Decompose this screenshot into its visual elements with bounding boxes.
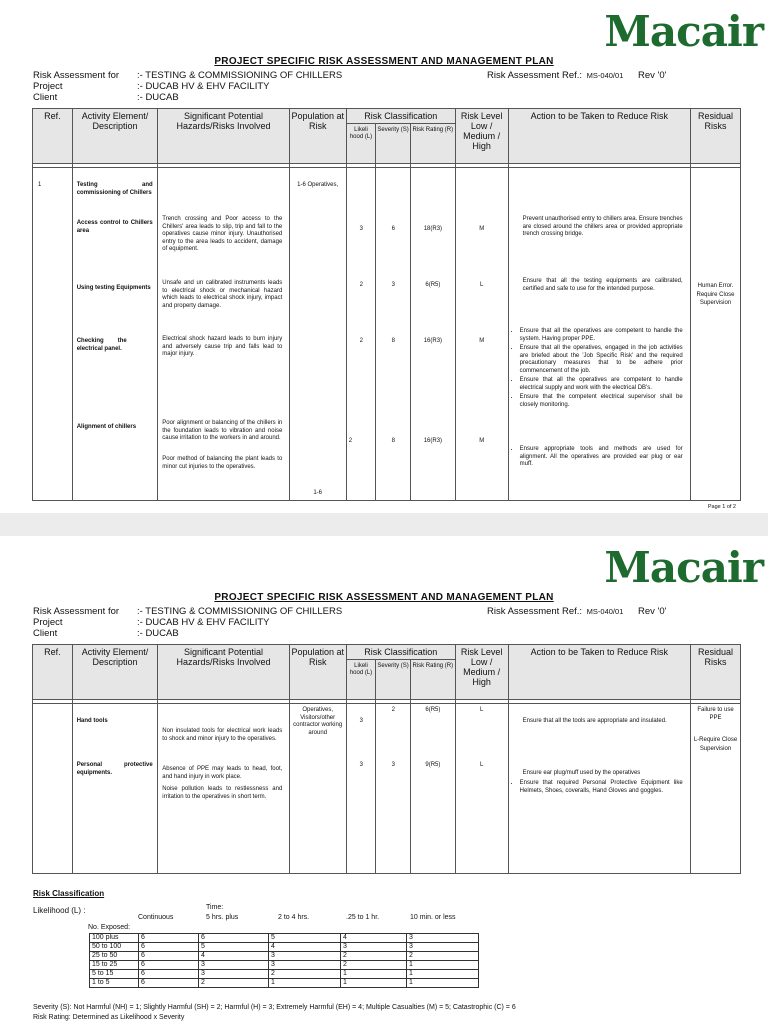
matrix-value-cell: 3: [199, 961, 269, 970]
header-ref: Ref.: [33, 109, 73, 164]
action-panel-item: • Ensure that all the operatives are competent to handle the system. Having proper PPE.: [520, 328, 683, 343]
activity-alignment: Alignment of chillers: [76, 424, 137, 430]
matrix-value-cell: 6: [139, 943, 199, 952]
likelihood-access: 3: [359, 226, 363, 232]
document-meta: [33, 70, 493, 103]
severity-access: 6: [391, 226, 395, 232]
header-hazards: Significant Potential Hazards/Risks Involved: [158, 645, 289, 700]
risk-rating-definition: Risk Rating: Determined as Likelihood x Severity: [33, 1014, 185, 1021]
level-alignment: M: [479, 438, 485, 444]
activity-hand-tools: Hand tools: [76, 718, 108, 724]
rev-label: Rev '0': [638, 70, 667, 81]
no-exposed-label: No. Exposed:: [88, 924, 131, 931]
col-head: Continuous: [138, 914, 174, 921]
project-label: Project: [33, 81, 63, 92]
col-head: .25 to 1 hr.: [346, 914, 380, 921]
rating-panel: 16(R3): [423, 338, 443, 344]
assessment-for-label: Risk Assessment for: [33, 606, 120, 617]
matrix-exposed-cell: 15 to 25: [90, 961, 139, 970]
client-label: Client: [33, 92, 58, 103]
client-value: :- DUCAB: [137, 92, 179, 103]
rating-testing: 6(R5): [425, 282, 441, 288]
activity-electrical-panel: Checking the electrical panel.: [76, 338, 127, 352]
matrix-exposed-cell: 5 to 15: [90, 970, 139, 979]
header-population: Population at Risk: [289, 645, 346, 700]
level-testing: L: [480, 282, 484, 288]
ref-value: MS-040/01: [586, 607, 624, 616]
header-ref: Ref.: [33, 645, 73, 700]
matrix-value-cell: 3: [341, 943, 407, 952]
hazard-alignment-2: Poor method of balancing the plant leads to minor cut injuries to the operatives.: [162, 456, 283, 470]
matrix-exposed-cell: 100 plus: [90, 934, 139, 943]
likelihood-testing: 2: [359, 282, 363, 288]
hazard-testing-equipments: Unsafe and un calibrated instruments leads to electrical shock or mechanical hazard which leads to electrical shock injury, impact and property damage.: [162, 280, 283, 309]
residual-risk-b: L-Require Close Supervision: [693, 737, 738, 752]
project-label: Project: [33, 617, 63, 628]
matrix-row: [90, 979, 479, 988]
matrix-value-cell: 2: [407, 952, 479, 961]
matrix-value-cell: 6: [139, 952, 199, 961]
matrix-value-cell: 2: [341, 961, 407, 970]
client-value: :- DUCAB: [137, 628, 179, 639]
matrix-row: [90, 961, 479, 970]
matrix-exposed-cell: 1 to 5: [90, 979, 139, 988]
likelihood-label: Likelihood (L) :: [33, 906, 86, 915]
action-panel-item: • Ensure that all the operatives, engaged in the job activities are briefed about the 'Job Specific Risk' and the required precautionary measures that to be adhere prior commencement of the job.: [520, 345, 683, 375]
client-label: Client: [33, 628, 58, 639]
matrix-value-cell: 2: [269, 970, 341, 979]
assessment-for-label: Risk Assessment for: [33, 70, 120, 81]
matrix-value-cell: 1: [407, 979, 479, 988]
level-panel: M: [479, 338, 485, 344]
header-activity: Activity Element/ Description: [72, 109, 158, 164]
severity-definition: Severity (S): Not Harmful (NH) = 1; Slightly Harmful (SH) = 2; Harmful (H) = 3; Extremely Harmful (EH) = 4; Multiple Casualties (M) = 5; Catastrophic (C) = 6: [33, 1004, 516, 1011]
matrix-exposed-cell: 50 to 100: [90, 943, 139, 952]
macair-logo: Macair: [604, 7, 763, 56]
rating-ppe: 9(R5): [425, 762, 441, 768]
action-alignment-item: • Ensure appropriate tools and methods are used for alignment. All the operatives are provided ear plug or ear muff.: [520, 446, 683, 469]
matrix-value-cell: 6: [139, 970, 199, 979]
matrix-value-cell: 1: [407, 961, 479, 970]
hazard-alignment: Poor alignment or balancing of the chillers in the foundation leads to vibration and noise cause irritation to the workers in and around.: [162, 420, 283, 441]
matrix-value-cell: 2: [341, 952, 407, 961]
rev-label: Rev '0': [638, 606, 667, 617]
risk-table-page-2: [32, 644, 741, 874]
risk-table-page-1: [32, 108, 741, 501]
level-ppe: L: [480, 762, 484, 768]
matrix-value-cell: 6: [199, 934, 269, 943]
action-panel-item: • Ensure that the competent electrical supervisor shall be closely monitoring.: [520, 394, 683, 409]
time-label: Time:: [206, 904, 224, 911]
population-bottom: 1-6: [313, 490, 323, 496]
document-title: PROJECT SPECIFIC RISK ASSESSMENT AND MANAGEMENT PLAN: [214, 56, 554, 67]
matrix-value-cell: 5: [269, 934, 341, 943]
matrix-value-cell: 3: [199, 970, 269, 979]
col-head: 2 to 4 hrs.: [278, 914, 310, 921]
matrix-value-cell: 2: [199, 979, 269, 988]
col-head: 10 min. or less: [410, 914, 456, 921]
matrix-exposed-cell: 25 to 50: [90, 952, 139, 961]
matrix-value-cell: 3: [407, 934, 479, 943]
population-page-2: Operatives, Visitors/other contractor working around: [293, 707, 343, 736]
matrix-value-cell: 6: [139, 979, 199, 988]
header-hazards: Significant Potential Hazards/Risks Involved: [158, 109, 289, 164]
matrix-value-cell: 6: [139, 961, 199, 970]
header-severity: Severity (S): [376, 124, 411, 164]
severity-hand-tools: 2: [391, 707, 395, 713]
header-population: Population at Risk: [289, 109, 346, 164]
matrix-value-cell: 1: [269, 979, 341, 988]
matrix-row: [90, 934, 479, 943]
population-top: 1-6 Operatives,: [297, 182, 339, 188]
matrix-value-cell: 3: [269, 961, 341, 970]
project-value: :- DUCAB HV & EHV FACILITY: [137, 617, 270, 628]
matrix-value-cell: 4: [199, 952, 269, 961]
activity-testing-equipments: Using testing Equipments: [76, 285, 151, 291]
hazard-access-control: Trench crossing and Poor access to the Chillers' area leads to slip, trip and fall to the operatives cause minor injury. Unauthorised entry to the area leads to accident, damage of equipment.: [162, 216, 283, 252]
ref-label: Risk Assessment Ref.:: [487, 70, 583, 81]
action-ppe-list: [511, 780, 683, 797]
matrix-row: [90, 952, 479, 961]
rating-access: 18(R3): [423, 226, 443, 232]
activity-testing: Testing and commissioning of Chillers: [76, 182, 153, 196]
action-panel: [511, 328, 683, 411]
matrix-value-cell: 1: [407, 970, 479, 979]
action-ppe-item: • Ensure that required Personal Protective Equipment like Helmets, Shoes, coveralls, Hand Gloves and goggles.: [520, 780, 683, 795]
page-number: Page 1 of 2: [707, 504, 736, 510]
header-action: Action to be Taken to Reduce Risk: [508, 109, 690, 164]
header-risk-classification: Risk Classification: [346, 109, 455, 124]
macair-logo: Macair: [604, 543, 763, 592]
likelihood-hand-tools: 3: [359, 718, 363, 724]
activity-ppe: Personal protective equipments.: [76, 762, 153, 776]
action-access: Prevent unauthorised entry to chillers area. Ensure trenches are closed around the chillers area or provided appropriate trench crossing bridge.: [522, 216, 683, 237]
severity-ppe: 3: [391, 762, 395, 768]
matrix-value-cell: 4: [269, 943, 341, 952]
header-activity: Activity Element/ Description: [72, 645, 158, 700]
likelihood-alignment: 2: [348, 438, 353, 444]
hazard-hand-tools: Non insulated tools for electrical work leads to shock and minor injury to the operatives.: [162, 728, 283, 742]
hazard-ppe-2: Noise pollution leads to restlessness and irritation to the operatives in short term.: [162, 786, 283, 800]
likelihood-matrix: [89, 933, 479, 988]
rating-hand-tools: 6(R5): [425, 707, 441, 713]
matrix-value-cell: 6: [139, 934, 199, 943]
action-testing: Ensure that all the testing equipments are calibrated, certified and safe to use for the intended purpose.: [522, 278, 683, 292]
ref-label: Risk Assessment Ref.:: [487, 606, 583, 617]
header-risk-level: Risk Level Low / Medium / High: [455, 109, 508, 164]
likelihood-panel: 2: [359, 338, 363, 344]
activity-access-control: Access control to Chillers area: [76, 220, 153, 234]
header-likelihood: Likeli hood (L): [346, 124, 376, 164]
document-title: PROJECT SPECIFIC RISK ASSESSMENT AND MANAGEMENT PLAN: [214, 592, 554, 603]
ref-number: 1: [38, 182, 42, 188]
table-row: [33, 704, 741, 874]
header-likelihood: Likeli hood (L): [346, 660, 376, 700]
assessment-for-value: :- TESTING & COMMISSIONING OF CHILLERS: [137, 606, 343, 617]
col-head: 5 hrs. plus: [206, 914, 239, 921]
matrix-value-cell: 5: [199, 943, 269, 952]
document-meta: [33, 606, 493, 639]
matrix-row: [90, 943, 479, 952]
assessment-ref: [487, 606, 666, 617]
risk-classification-title: Risk Classification: [33, 889, 105, 898]
hazard-electrical-panel: Electrical shock hazard leads to burn injury and adversely cause trip and falls lead to major injury.: [162, 336, 283, 357]
assessment-for-value: :- TESTING & COMMISSIONING OF CHILLERS: [137, 70, 343, 81]
severity-alignment: 8: [391, 438, 395, 444]
header-risk-level: Risk Level Low / Medium / High: [455, 645, 508, 700]
action-panel-item: • Ensure that all the operatives are competent to handle electrical supply and work with the electrical DB's.: [520, 377, 683, 392]
matrix-value-cell: 1: [341, 979, 407, 988]
severity-panel: 8: [391, 338, 395, 344]
action-hand-tools: Ensure that all the tools are appropriate and insulated.: [522, 718, 667, 724]
table-row: [33, 168, 741, 501]
matrix-value-cell: 3: [407, 943, 479, 952]
header-rating: Risk Rating (R): [410, 124, 455, 164]
matrix-value-cell: 4: [341, 934, 407, 943]
matrix-value-cell: 3: [269, 952, 341, 961]
likelihood-ppe: 3: [359, 762, 363, 768]
project-value: :- DUCAB HV & EHV FACILITY: [137, 81, 270, 92]
level-access: M: [479, 226, 485, 232]
hazard-ppe: Absence of PPE may leads to head, foot, and hand injury in work place.: [162, 766, 283, 780]
matrix-row: [90, 970, 479, 979]
ref-value: MS-040/01: [586, 71, 624, 80]
header-residual: Residual Risks: [691, 645, 741, 700]
rating-alignment: 16(R3): [423, 438, 443, 444]
header-rating: Risk Rating (R): [410, 660, 455, 700]
residual-risk: Human Error. Require Close Supervision: [696, 283, 735, 306]
header-residual: Residual Risks: [691, 109, 741, 164]
matrix-value-cell: 1: [341, 970, 407, 979]
level-hand-tools: L: [480, 707, 484, 713]
assessment-ref: [487, 70, 666, 81]
header-action: Action to be Taken to Reduce Risk: [508, 645, 690, 700]
header-risk-classification: Risk Classification: [346, 645, 455, 660]
residual-risk-a: Failure to use PPE: [697, 707, 734, 721]
severity-testing: 3: [391, 282, 395, 288]
action-alignment: [511, 446, 683, 471]
header-severity: Severity (S): [376, 660, 411, 700]
action-ppe: Ensure ear plug/muff used by the operatives: [522, 770, 641, 776]
